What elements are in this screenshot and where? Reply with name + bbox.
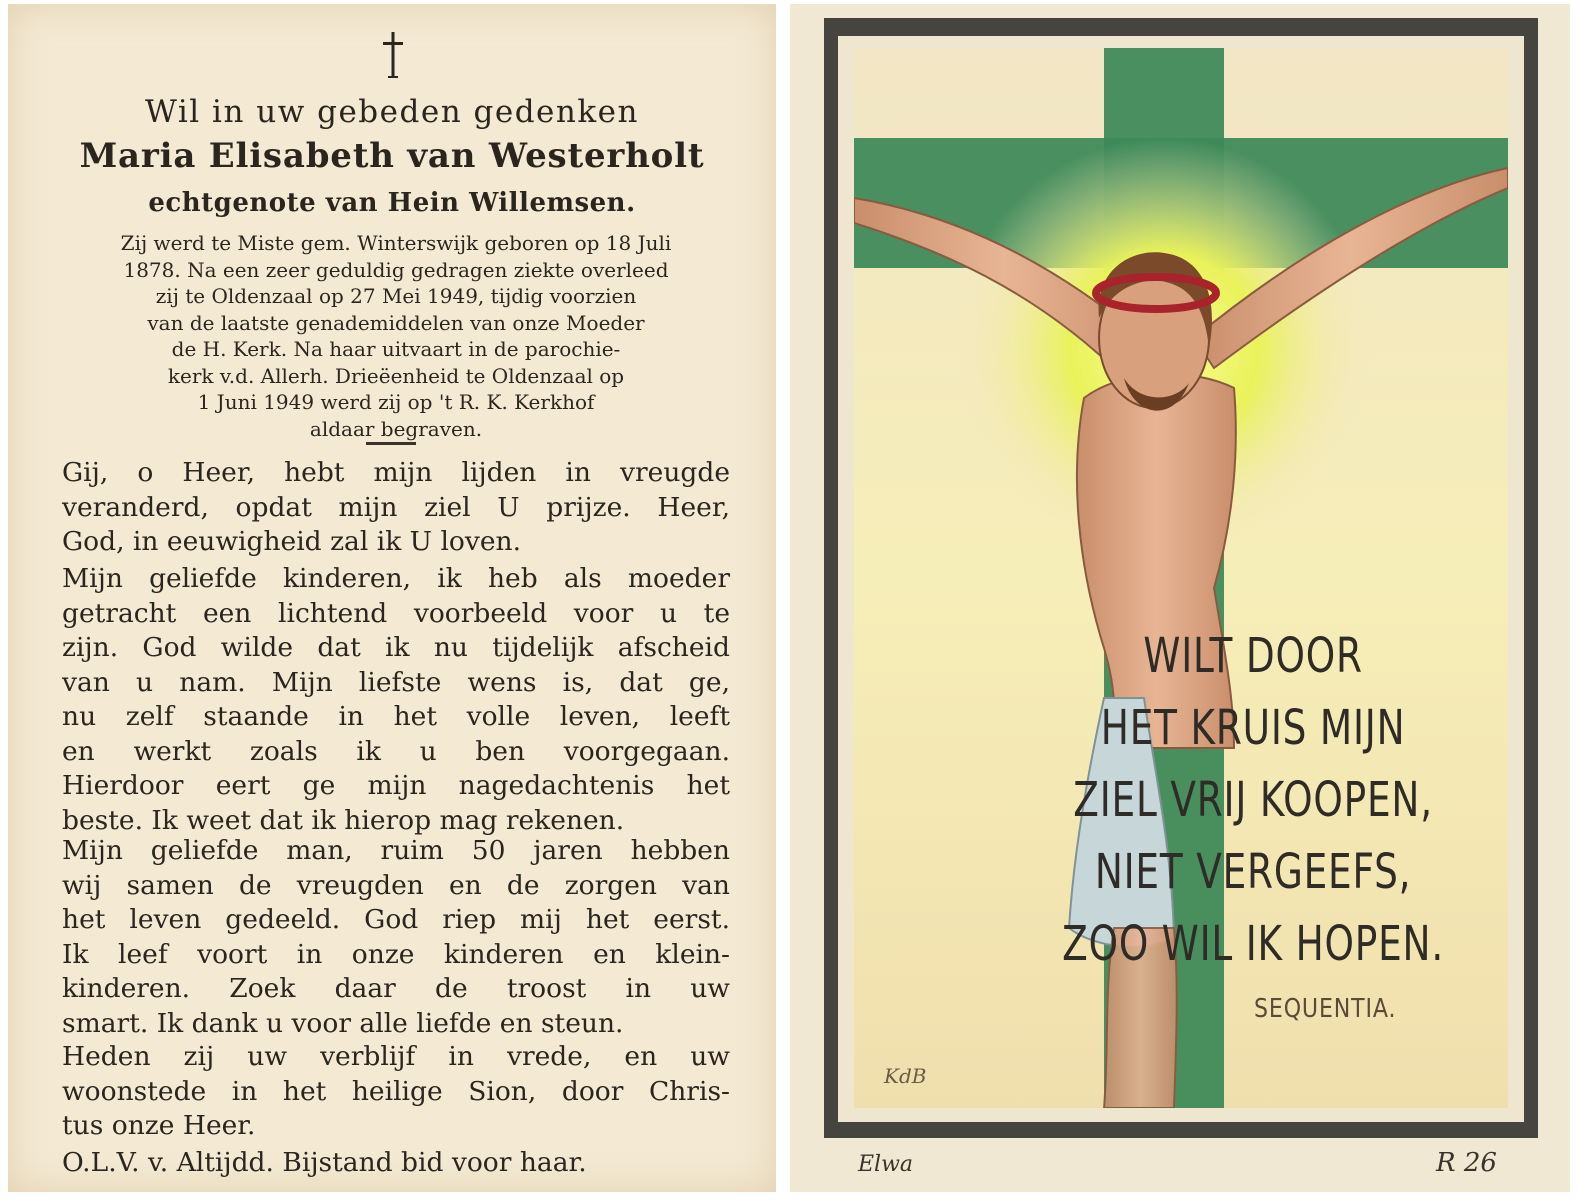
bio-line: 1878. Na een zeer geduldig gedragen ziekte overleed bbox=[123, 257, 669, 282]
bio-line: aldaar begraven. bbox=[309, 416, 483, 441]
text-line: zijn. God wilde dat ik nu tijdelijk afscheid bbox=[62, 632, 730, 663]
text-line: Heden zij uw verblijf in vrede, en uw bbox=[62, 1041, 730, 1072]
catalog-number: R 26 bbox=[1436, 1148, 1497, 1178]
text-line: O.L.V. v. Altijdd. Bijstand bid voor haar. bbox=[62, 1147, 587, 1178]
memorial-card-image-side bbox=[790, 4, 1570, 1192]
text-line: Ik leef voort in onze kinderen en klein- bbox=[62, 938, 730, 970]
spouse-line: echtgenote van Hein Willemsen. bbox=[148, 188, 636, 218]
deceased-name: Maria Elisabeth van Westerholt bbox=[79, 136, 705, 176]
text-line: Mijn geliefde kinderen, ik heb als moeder bbox=[62, 563, 730, 594]
intro-line: Wil in uw gebeden gedenken bbox=[145, 94, 639, 130]
text-line: nu zelf staande in het volle leven, leeft bbox=[62, 701, 730, 732]
bio-line: Zij werd te Miste gem. Winterswijk geboren op 18 Juli bbox=[120, 231, 672, 255]
divider bbox=[366, 442, 416, 445]
bio-line: kerk v.d. Allerh. Drieëenheid te Oldenzaal op bbox=[167, 363, 625, 388]
text-line: tus onze Heer. bbox=[62, 1110, 256, 1141]
text-line: wij samen de vreugden en de zorgen van bbox=[62, 869, 730, 901]
cross-icon bbox=[379, 30, 407, 80]
biography bbox=[66, 230, 726, 442]
bio-line: 1 Juni 1949 werd zij op 't R. K. Kerkhof bbox=[197, 390, 595, 414]
bio-line: zij te Oldenzaal op 27 Mei 1949, tijdig voorzien bbox=[155, 284, 637, 308]
verse-line: ZOO WIL IK HOPEN. bbox=[1062, 916, 1445, 972]
text-line: het leven gedeeld. God riep mij het eerst. bbox=[62, 904, 730, 935]
paragraph-invocation bbox=[62, 1146, 730, 1181]
text-line: Hierdoor eert ge mijn nagedachtenis het bbox=[62, 770, 730, 801]
text-line: getracht een lichtend voorbeeld voor u te bbox=[62, 597, 730, 629]
publisher-mark: Elwa bbox=[858, 1152, 914, 1177]
text-line: kinderen. Zoek daar de troost in uw bbox=[62, 973, 730, 1004]
text-line: en werkt zoals ik u ben voorgegaan. bbox=[62, 735, 730, 767]
text-line: beste. Ik weet dat ik hierop mag rekenen. bbox=[62, 804, 625, 836]
text-line: God, in eeuwigheid zal ik U loven. bbox=[62, 526, 522, 557]
verse-text bbox=[1062, 620, 1444, 980]
text-line: smart. Ik dank u voor alle liefde en steun. bbox=[62, 1007, 624, 1039]
paragraph-blessing bbox=[62, 1040, 730, 1144]
paragraph-husband bbox=[62, 834, 730, 1041]
paragraph-prayer bbox=[62, 456, 730, 560]
verse-line: NIET VERGEEFS, bbox=[1094, 844, 1412, 900]
paragraph-children bbox=[62, 562, 730, 838]
verse-line: HET KRUIS MIJN bbox=[1100, 700, 1406, 756]
text-line: van u nam. Mijn liefste wens is, dat ge, bbox=[62, 666, 730, 698]
text-line: Mijn geliefde man, ruim 50 jaren hebben bbox=[62, 835, 730, 866]
text-line: veranderd, opdat mijn ziel U prijze. Heer, bbox=[62, 491, 730, 523]
text-line: woonstede in het heilige Sion, door Chris- bbox=[62, 1075, 730, 1107]
text-line: Gij, o Heer, hebt mijn lijden in vreugde bbox=[62, 457, 730, 488]
bio-line: de H. Kerk. Na haar uitvaart in de parochie- bbox=[171, 337, 621, 361]
verse-line: ZIEL VRIJ KOOPEN, bbox=[1073, 772, 1433, 828]
bio-line: van de laatste genademiddelen van onze Moeder bbox=[147, 310, 645, 335]
verse-author: SEQUENTIA. bbox=[1254, 994, 1397, 1024]
memorial-card-text-side bbox=[8, 4, 776, 1192]
artist-signature: KdB bbox=[884, 1064, 927, 1088]
verse-line: WILT DOOR bbox=[1143, 628, 1363, 684]
